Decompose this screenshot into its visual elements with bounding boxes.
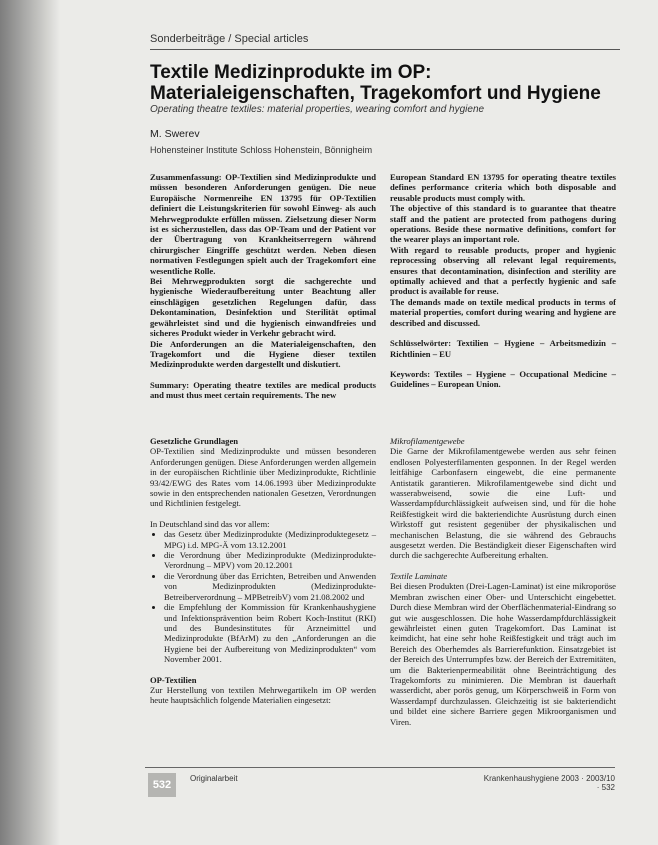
body-left-p1: OP-Textilien sind Medizinprodukte und müssen besonderen Anforderungen genügen. Diese Anforderungen werden allgemein in der europäischen Richtlinie über Medizinprodukte, Richtlinie 93/42/EWG des Rates vom 14.06.1993 über Medizinprodukte sowie in den entsprechenden nationalen Gesetzen, Verordnungen und Richtlinien festgelegt. bbox=[150, 446, 376, 509]
title-line-1: Textile Medizinprodukte im OP: bbox=[150, 62, 432, 83]
abstract-en-text: European Standard EN 13795 for operating theatre textiles defines performance criteria which both disposable and reusable products must comply with. bbox=[390, 172, 616, 203]
footer-right-text: Krankenhaushygiene 2003 · 2003/10 · 532 bbox=[483, 774, 615, 792]
abstract-en-text3: With regard to reusable products, proper and hygienic reprocessing observing all relevant legal requirements, ensures that decontamination, disinfection and sterility are optimally achieved and that a perfectly hygienic and safe product is available for reuse. bbox=[390, 244, 616, 297]
keywords-de bbox=[390, 338, 616, 359]
section-heading-op-textiles: OP-Textilien bbox=[150, 674, 197, 685]
spacer bbox=[150, 665, 376, 675]
spacer bbox=[390, 561, 616, 571]
abstract-de-text: OP-Textilien sind Medizinprodukte und müssen besonderen Anforderungen genügen. Die neue Europäische Normenreihe EN 13795 für OP-Textilien definiert die Leistungskriterien für sowohl Einweg- als auch Mehrwegprodukte erfüllen müssen. Zielsetzung dieser Norm ist es sicherzustellen, dass das OP-Team und der Patient vor der Übertragung von Krankheitserregern während chirurgischer Eingriffe geschützt werden. Neben diesen normativen Festlegungen spielt auch der Tragekomfort eine wesentliche Rolle. bbox=[150, 172, 376, 276]
abstract-en-text2: The objective of this standard is to guarantee that theatre staff and the patient are protected from pathogens during operations. Beside these normative definitions, comfort for the wearer plays an important role. bbox=[390, 203, 616, 245]
law-list-item: • das Gesetz über Medizinprodukte (Medizinproduktegesetz – MPG) i.d. MPG-Ä vom 13.12.2001 bbox=[164, 529, 376, 550]
spacer bbox=[390, 359, 616, 369]
abstract-de bbox=[150, 172, 376, 401]
author: M. Swerev bbox=[150, 128, 200, 140]
section-heading-legal: Gesetzliche Grundlagen bbox=[150, 436, 239, 446]
abstract-en-text4: The demands made on textile medical products in terms of material properties, comfort during wearing and hygiene are described and discussed. bbox=[390, 296, 616, 328]
article-title bbox=[150, 62, 620, 104]
body-left-p2: In Deutschland sind das vor allem: bbox=[150, 518, 270, 529]
section-heading-laminates: Textile Laminate bbox=[390, 570, 448, 581]
keywords-de-label: Schlüsselwörter: bbox=[390, 338, 452, 349]
abstract-de-paragraph bbox=[150, 172, 376, 276]
body-right-p2: Bei diesen Produkten (Drei-Lagen-Laminat) ist eine mikroporöse Membran zwischen einer Ober- und Unterschicht eingebettet. Durch diese Membran wird der Oberflächenmaterial-Eindrang so gut wie ausgeschlossen. Die hohe Wasserdampfdurchlässigkeit gewährleistet einen guten Tragekomfort. Das Laminat ist keimdicht, hat eine sehr hohe Reißfestigkeit und trägt auch im Bereich des Oberhemdes als Barrierefunktion. Einsatzgebiet ist der Bereich des Unterrumpfes bzw. der Bereich der Extremitäten, um die Bakterienpermeabilität ohne Beeinträchtigung des Tragekomforts zu minimieren. Die Membran ist dauerhaft wasserdicht, aber porös genug, um Körperschweiß in Form von Wasserdampf durchzulassen. Gleichzeitig ist sie bakteriendicht und bildet eine sichere Barriere gegen Mikroorganismen und Viren. bbox=[390, 581, 616, 727]
law-list-item: • die Empfehlung der Kommission für Krankenhaushygiene und Infektionsprävention beim Robert Koch-Institut (RKI) und des Bundesinstitutes für Arzneimittel und Medizinprodukte (BfArM) zu den „Anforderungen an die Hygiene bei der Aufbereitung von Medizinprodukten“ vom November 2001. bbox=[164, 602, 376, 664]
section-heading-microfilament: Mikrofilamentgewebe bbox=[390, 436, 465, 446]
abstract-en bbox=[390, 172, 616, 390]
body-left-p3: Zur Herstellung von textilen Mehrwegartikeln im OP werden heute hauptsächlich folgende Materialien eingesetzt: bbox=[150, 684, 376, 706]
spacer bbox=[150, 509, 376, 519]
summary-text: Operating theatre textiles are medical products and must thus meet certain requirements. The new bbox=[150, 379, 376, 401]
keywords-en bbox=[390, 369, 616, 390]
body-right-column bbox=[390, 436, 616, 727]
spacer bbox=[150, 370, 376, 380]
body-right-p1: Die Garne der Mikrofilamentgewebe werden aus sehr feinen endlosen Polyesterfilamenten gesponnen. In der Regel werden leitfähige Carbonfasern eingewebt, die eine permanente Antistatik garantieren. Mikrofilamentgewebe sind dicht und wasserabweisend, sowie die eine Luft- und Wasserdampfdurchlässigkeit aufweisen sind, und für die hohe Reißfestigkeit wird die bakteriendichte Ausrüstung durch einen Wirkstoff gut resistent gegenüber der physikalischen und mechanischen Belastung, die sie während des Gebrauchs ausgesetzt werden. Die Beständigkeit dieser Eigenschaften wird durch die sachgerechte Aufbereitung erhalten. bbox=[390, 446, 616, 561]
body-left-column bbox=[150, 436, 376, 706]
keywords-de-text: Textilien – Hygiene – Arbeitsmedizin – Richtlinien – EU bbox=[390, 338, 616, 359]
law-list-item: • die Verordnung über Medizinprodukte (Medizinprodukte-Verordnung – MPV) vom 20.12.2001 bbox=[164, 550, 376, 571]
summary-paragraph bbox=[150, 380, 376, 401]
spacer bbox=[390, 328, 616, 338]
keywords-en-text: Textiles – Hygiene – Occupational Medicine – Guidelines – European Union. bbox=[390, 368, 616, 390]
footer-left-text: Originalarbeit bbox=[190, 774, 238, 783]
law-list-item: • die Verordnung über das Errichten, Betreiben und Anwenden von Medizinprodukten (Medizinprodukte-Betreiberverordnung – MPBetreibV) vom 21.08.2002 und bbox=[164, 571, 376, 602]
title-line-2: Materialeigenschaften, Tragekomfort und Hygiene bbox=[150, 83, 601, 104]
article-subtitle: Operating theatre textiles: material properties, wearing comfort and hygiene bbox=[150, 104, 485, 115]
header-rule bbox=[150, 49, 620, 50]
page-number: 532 bbox=[148, 773, 176, 797]
keywords-en-label: Keywords: bbox=[390, 368, 431, 379]
abstract-de-text2: Bei Mehrwegprodukten sorgt die sachgerechte und hygienische Wiederaufbereitung unter Beachtung aller einschlägigen gesetzlichen Regelungen dafür, dass Dekontamination, Desinfektion und Sterilität optimal gewährleistet sind und die hygienisch einwandfreies und sicheres Produkt wieder in Verkehr gebracht wird. bbox=[150, 276, 376, 339]
summary-label: Summary: bbox=[150, 379, 190, 390]
law-list bbox=[150, 529, 376, 664]
abstract-de-label: Zusammenfassung: bbox=[150, 172, 222, 182]
section-label: Sonderbeiträge / Special articles bbox=[150, 33, 309, 45]
footer-rule bbox=[145, 767, 615, 768]
abstract-de-text3: Die Anforderungen an die Materialeigenschaften, den Tragekomfort und die Hygiene dieser textilen Medizinprodukte werden dargestellt und diskutiert. bbox=[150, 338, 376, 370]
affiliation: Hohensteiner Institute Schloss Hohenstein, Bönnigheim bbox=[150, 145, 373, 155]
